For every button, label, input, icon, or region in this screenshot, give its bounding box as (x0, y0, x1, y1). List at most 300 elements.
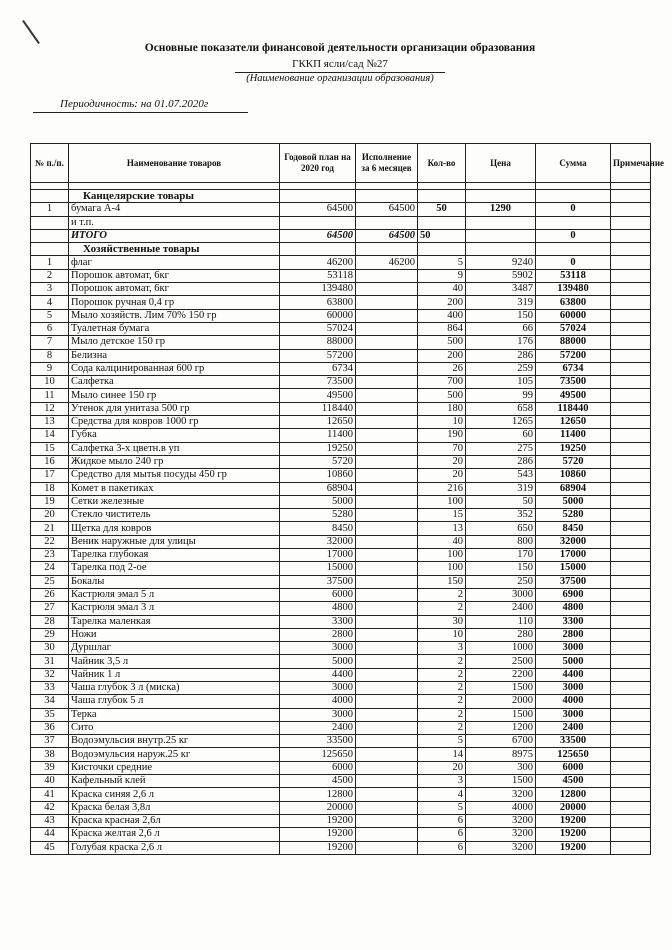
cell-plan: 57200 (280, 349, 356, 362)
section-title: Канцелярские товары (69, 190, 280, 203)
cell-plan: 19250 (280, 442, 356, 455)
cell-note (611, 455, 651, 468)
cell-sum: 88000 (536, 336, 611, 349)
cell-quantity: 6 (418, 828, 466, 841)
cell-number: 23 (31, 549, 69, 562)
col-price: Цена (466, 144, 536, 183)
cell-note (611, 416, 651, 429)
cell-sum: 53118 (536, 269, 611, 282)
cell-price: 280 (466, 628, 536, 641)
cell-execution (356, 522, 418, 535)
cell-empty (31, 183, 69, 190)
cell-name: Краска красная 2,6л (69, 814, 280, 827)
cell-note (611, 296, 651, 309)
cell-name: Сетки железные (69, 495, 280, 508)
cell-name: Туалетная бумага (69, 322, 280, 335)
cell-number: 4 (31, 296, 69, 309)
cell-note (611, 309, 651, 322)
col-note: Примечание (611, 144, 651, 183)
cell-execution (356, 761, 418, 774)
table-row (31, 721, 651, 734)
cell-number (31, 216, 69, 229)
table-row (31, 482, 651, 495)
cell-empty (466, 183, 536, 190)
cell-quantity: 100 (418, 562, 466, 575)
cell-execution (356, 455, 418, 468)
cell-name: Сода калцинированная 600 гр (69, 362, 280, 375)
cell-note (611, 389, 651, 402)
cell-quantity: 5 (418, 256, 466, 269)
cell-price: 543 (466, 469, 536, 482)
cell-price: 1290 (466, 203, 536, 216)
total-plan: 64500 (280, 229, 356, 242)
col-execution: Исполнение за 6 месяцев (356, 144, 418, 183)
cell-execution (356, 775, 418, 788)
cell-empty (536, 183, 611, 190)
cell-plan: 6000 (280, 588, 356, 601)
table-row (31, 602, 651, 615)
cell-price: 170 (466, 549, 536, 562)
table-row (31, 588, 651, 601)
table-row (31, 416, 651, 429)
cell-plan: 20000 (280, 801, 356, 814)
cell-plan: 4800 (280, 602, 356, 615)
table-row (31, 615, 651, 628)
cell-empty (466, 243, 536, 256)
cell-empty (611, 243, 651, 256)
cell-name: Средство для мытья посуды 450 гр (69, 469, 280, 482)
cell-note (611, 362, 651, 375)
cell-name: Голубая краска 2,6 л (69, 841, 280, 854)
cell-plan: 5280 (280, 509, 356, 522)
cell-price: 8975 (466, 748, 536, 761)
cell-price: 1500 (466, 775, 536, 788)
cell-note (611, 575, 651, 588)
cell-quantity: 10 (418, 628, 466, 641)
cell-price: 319 (466, 482, 536, 495)
cell-plan: 63800 (280, 296, 356, 309)
cell-plan: 57024 (280, 322, 356, 335)
cell-plan: 8450 (280, 522, 356, 535)
cell-name: Кисточки средние (69, 761, 280, 774)
table-row (31, 455, 651, 468)
cell-sum: 2800 (536, 628, 611, 641)
cell-execution (356, 735, 418, 748)
cell-execution (356, 469, 418, 482)
cell-plan: 6734 (280, 362, 356, 375)
cell-quantity: 40 (418, 535, 466, 548)
cell-number: 42 (31, 801, 69, 814)
cell-empty (69, 183, 280, 190)
table-row (31, 775, 651, 788)
cell-execution (356, 668, 418, 681)
cell-empty (611, 183, 651, 190)
col-number: № п./п. (31, 144, 69, 183)
cell-price: 275 (466, 442, 536, 455)
cell-name: Чаша глубок 3 л (миска) (69, 681, 280, 694)
cell-quantity: 30 (418, 615, 466, 628)
cell-plan: 5000 (280, 655, 356, 668)
cell-execution (356, 642, 418, 655)
organization-name: ГККП ясли/сад №27 (292, 58, 388, 70)
cell-name: Кастрюля эмал 3 л (69, 602, 280, 615)
cell-sum: 4400 (536, 668, 611, 681)
cell-price: 286 (466, 349, 536, 362)
cell-empty (418, 190, 466, 203)
cell-quantity: 2 (418, 602, 466, 615)
cell-empty (611, 190, 651, 203)
cell-sum: 3000 (536, 708, 611, 721)
cell-price: 286 (466, 455, 536, 468)
cell-number: 6 (31, 322, 69, 335)
col-plan: Годовой план на 2020 год (280, 144, 356, 183)
cell-name: Мыло синее 150 гр (69, 389, 280, 402)
table-row (31, 402, 651, 415)
cell-name: Порошок автомат, 6кг (69, 283, 280, 296)
cell-name: Салфетка 3-х цветн.в уп (69, 442, 280, 455)
cell-name: Губка (69, 429, 280, 442)
cell-execution (356, 269, 418, 282)
table-body (31, 183, 651, 855)
cell-name: Белизна (69, 349, 280, 362)
cell-plan: 33500 (280, 735, 356, 748)
cell-number: 13 (31, 416, 69, 429)
cell-execution (356, 362, 418, 375)
cell-plan: 68904 (280, 482, 356, 495)
cell-execution (356, 721, 418, 734)
cell-price: 9240 (466, 256, 536, 269)
cell-execution (356, 615, 418, 628)
cell-number: 24 (31, 562, 69, 575)
cell-plan: 60000 (280, 309, 356, 322)
cell-note (611, 229, 651, 242)
cell-sum: 3000 (536, 681, 611, 694)
cell-empty (536, 190, 611, 203)
cell-name: Веник наружные для улицы (69, 535, 280, 548)
cell-note (611, 429, 651, 442)
cell-plan: 2400 (280, 721, 356, 734)
cell-price: 800 (466, 535, 536, 548)
cell-name: и т.п. (69, 216, 280, 229)
cell-number: 14 (31, 429, 69, 442)
cell-execution (356, 628, 418, 641)
table-row (31, 562, 651, 575)
table-row (31, 642, 651, 655)
cell-note (611, 509, 651, 522)
cell-plan: 46200 (280, 256, 356, 269)
cell-quantity: 2 (418, 695, 466, 708)
document-title: Основные показатели финансовой деятельности организации образования (144, 42, 536, 54)
cell-quantity: 100 (418, 495, 466, 508)
cell-note (611, 482, 651, 495)
cell-number: 16 (31, 455, 69, 468)
total-execution: 64500 (356, 229, 418, 242)
cell-sum: 6000 (536, 761, 611, 774)
cell-note (611, 615, 651, 628)
cell-plan: 64500 (280, 203, 356, 216)
table-row (31, 429, 651, 442)
cell-note (611, 775, 651, 788)
cell-quantity: 200 (418, 296, 466, 309)
cell-price: 2200 (466, 668, 536, 681)
cell-sum: 10860 (536, 469, 611, 482)
cell-execution (356, 296, 418, 309)
cell-number: 28 (31, 615, 69, 628)
cell-execution (356, 309, 418, 322)
cell-price: 3000 (466, 588, 536, 601)
cell-quantity: 40 (418, 283, 466, 296)
cell-plan: 53118 (280, 269, 356, 282)
cell-price: 319 (466, 296, 536, 309)
cell-note (611, 602, 651, 615)
cell-quantity: 2 (418, 668, 466, 681)
table-row (31, 362, 651, 375)
cell-price: 6700 (466, 735, 536, 748)
table-row (31, 376, 651, 389)
cell-note (611, 322, 651, 335)
cell-execution (356, 402, 418, 415)
cell-note (611, 283, 651, 296)
cell-note (611, 256, 651, 269)
cell-quantity: 5 (418, 735, 466, 748)
table-row (31, 668, 651, 681)
cell-sum: 68904 (536, 482, 611, 495)
section-header-row (31, 243, 651, 256)
cell-plan: 3000 (280, 708, 356, 721)
cell-price: 2000 (466, 695, 536, 708)
cell-number: 10 (31, 376, 69, 389)
cell-price: 1200 (466, 721, 536, 734)
cell-number: 35 (31, 708, 69, 721)
cell-price (466, 229, 536, 242)
cell-number: 12 (31, 402, 69, 415)
cell-number: 20 (31, 509, 69, 522)
total-sum: 0 (536, 229, 611, 242)
cell-name: Порошок автомат, 6кг (69, 269, 280, 282)
cell-sum: 3000 (536, 642, 611, 655)
cell-execution (356, 322, 418, 335)
cell-quantity (418, 216, 466, 229)
cell-quantity: 400 (418, 309, 466, 322)
cell-sum: 12800 (536, 788, 611, 801)
cell-note (611, 841, 651, 854)
table-row (31, 628, 651, 641)
cell-number: 43 (31, 814, 69, 827)
cell-execution: 64500 (356, 203, 418, 216)
cell-number: 34 (31, 695, 69, 708)
cell-note (611, 788, 651, 801)
cell-execution (356, 562, 418, 575)
cell-plan: 11400 (280, 429, 356, 442)
cell-execution (356, 429, 418, 442)
cell-name: Кастрюля эмал 5 л (69, 588, 280, 601)
cell-execution (356, 748, 418, 761)
cell-price: 60 (466, 429, 536, 442)
cell-name: Чайник 1 л (69, 668, 280, 681)
table-row (31, 336, 651, 349)
cell-quantity: 20 (418, 455, 466, 468)
cell-number: 17 (31, 469, 69, 482)
cell-sum: 57024 (536, 322, 611, 335)
cell-note (611, 801, 651, 814)
cell-name: Стекло чиститель (69, 509, 280, 522)
cell-plan: 17000 (280, 549, 356, 562)
cell-plan: 19200 (280, 828, 356, 841)
cell-name: Тарелка под 2-ое (69, 562, 280, 575)
cell-number: 31 (31, 655, 69, 668)
cell-price: 150 (466, 309, 536, 322)
table-row (31, 296, 651, 309)
cell-quantity: 15 (418, 509, 466, 522)
cell-quantity: 3 (418, 775, 466, 788)
cell-name: Чаша глубок 5 л (69, 695, 280, 708)
cell-quantity: 500 (418, 389, 466, 402)
cell-sum: 20000 (536, 801, 611, 814)
cell-price: 4000 (466, 801, 536, 814)
cell-quantity: 9 (418, 269, 466, 282)
table-row (31, 535, 651, 548)
cell-number: 30 (31, 642, 69, 655)
cell-sum: 49500 (536, 389, 611, 402)
cell-execution (356, 814, 418, 827)
cell-number: 45 (31, 841, 69, 854)
cell-note (611, 668, 651, 681)
cell-name: Ножи (69, 628, 280, 641)
cell-plan: 12650 (280, 416, 356, 429)
cell-plan: 139480 (280, 283, 356, 296)
cell-plan: 19200 (280, 814, 356, 827)
cell-execution (356, 575, 418, 588)
cell-execution (356, 495, 418, 508)
cell-number: 32 (31, 668, 69, 681)
cell-execution (356, 549, 418, 562)
cell-price: 3200 (466, 841, 536, 854)
cell-price: 50 (466, 495, 536, 508)
cell-name: Салфетка (69, 376, 280, 389)
cell-number: 37 (31, 735, 69, 748)
cell-price: 3200 (466, 788, 536, 801)
cell-name: Сито (69, 721, 280, 734)
table-row (31, 309, 651, 322)
cell-name: Краска белая 3,8л (69, 801, 280, 814)
cell-note (611, 522, 651, 535)
cell-name: Кафельный клей (69, 775, 280, 788)
cell-execution (356, 708, 418, 721)
table-row (31, 442, 651, 455)
cell-sum: 0 (536, 256, 611, 269)
cell-name: флаг (69, 256, 280, 269)
table-row (31, 283, 651, 296)
cell-execution (356, 442, 418, 455)
cell-note (611, 814, 651, 827)
cell-number: 22 (31, 535, 69, 548)
cell-number: 2 (31, 269, 69, 282)
table-row (31, 735, 651, 748)
cell-empty (356, 190, 418, 203)
cell-note (611, 402, 651, 415)
cell-name: Комет в пакетиках (69, 482, 280, 495)
cell-note (611, 562, 651, 575)
cell-quantity: 864 (418, 322, 466, 335)
table-row (31, 575, 651, 588)
cell-number (31, 243, 69, 256)
section-header-row (31, 190, 651, 203)
cell-number: 36 (31, 721, 69, 734)
cell-name: Краска желтая 2,6 л (69, 828, 280, 841)
cell-number: 1 (31, 256, 69, 269)
cell-price: 1265 (466, 416, 536, 429)
table-row (31, 681, 651, 694)
cell-empty (280, 183, 356, 190)
cell-number: 7 (31, 336, 69, 349)
cell-note (611, 708, 651, 721)
cell-sum: 2400 (536, 721, 611, 734)
table-row (31, 509, 651, 522)
cell-name: Мыло хозяйств. Лим 70% 150 гр (69, 309, 280, 322)
cell-execution (356, 349, 418, 362)
table-row (31, 469, 651, 482)
cell-number: 41 (31, 788, 69, 801)
cell-quantity: 5 (418, 801, 466, 814)
cell-plan: 118440 (280, 402, 356, 415)
cell-number (31, 190, 69, 203)
table-row (31, 203, 651, 216)
cell-plan: 3300 (280, 615, 356, 628)
cell-price: 1500 (466, 681, 536, 694)
cell-execution (356, 602, 418, 615)
cell-quantity: 10 (418, 416, 466, 429)
cell-price: 5902 (466, 269, 536, 282)
cell-execution (356, 336, 418, 349)
cell-plan: 10860 (280, 469, 356, 482)
cell-quantity: 100 (418, 549, 466, 562)
cell-number: 29 (31, 628, 69, 641)
cell-plan: 32000 (280, 535, 356, 548)
cell-execution (356, 216, 418, 229)
cell-quantity: 13 (418, 522, 466, 535)
table-row (31, 828, 651, 841)
cell-execution (356, 389, 418, 402)
cell-sum: 63800 (536, 296, 611, 309)
cell-sum: 6900 (536, 588, 611, 601)
cell-name: Утенок для унитаза 500 гр (69, 402, 280, 415)
cell-sum (536, 216, 611, 229)
cell-name: Тарелка глубокая (69, 549, 280, 562)
cell-quantity: 2 (418, 708, 466, 721)
table-row (31, 522, 651, 535)
cell-quantity: 2 (418, 588, 466, 601)
cell-sum: 33500 (536, 735, 611, 748)
cell-execution (356, 416, 418, 429)
cell-name: Водоэмульсия внутр.25 кг (69, 735, 280, 748)
cell-price: 110 (466, 615, 536, 628)
cell-quantity: 200 (418, 349, 466, 362)
cell-sum: 12650 (536, 416, 611, 429)
total-row (31, 229, 651, 242)
cell-number: 1 (31, 203, 69, 216)
cell-number: 26 (31, 588, 69, 601)
cell-execution (356, 695, 418, 708)
cell-plan: 19200 (280, 841, 356, 854)
cell-note (611, 442, 651, 455)
cell-number: 44 (31, 828, 69, 841)
periodicity: Периодичность: на 01.07.2020г (60, 98, 209, 110)
table-row (31, 216, 651, 229)
cell-note (611, 535, 651, 548)
cell-quantity: 14 (418, 748, 466, 761)
cell-execution (356, 283, 418, 296)
cell-name: Терка (69, 708, 280, 721)
